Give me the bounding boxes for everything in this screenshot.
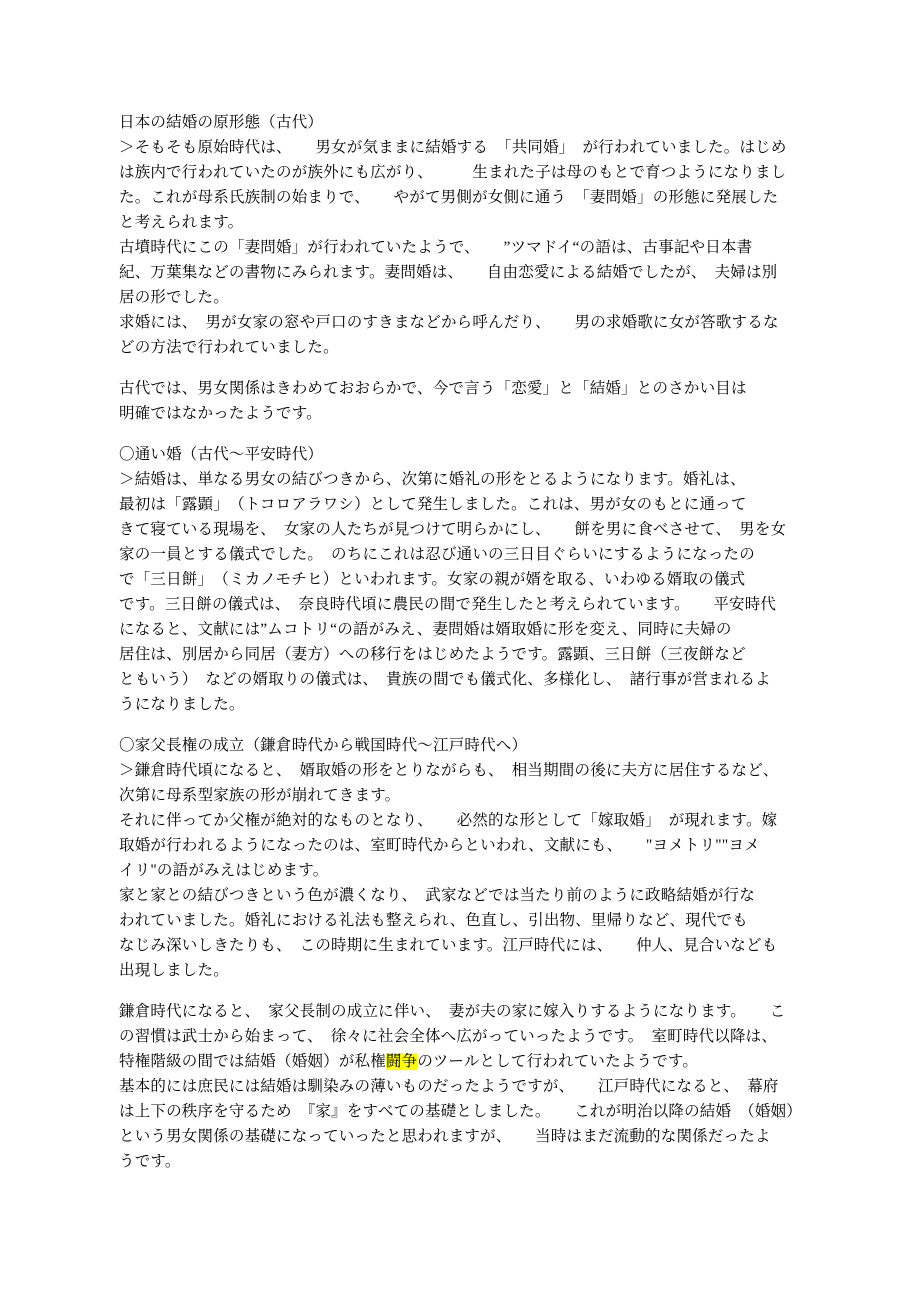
- text-line: [119, 758, 811, 783]
- text-line: [119, 1024, 811, 1049]
- text-segment: 居の形でした。: [119, 289, 229, 306]
- text-line: [119, 310, 811, 335]
- text-line: [119, 110, 811, 135]
- text-line: [119, 1049, 811, 1074]
- text-segment: 家の一員とする儀式でした。 のちにこれは忍び通いの三日目ぐらいにするようになったの: [119, 546, 755, 563]
- text-line: [119, 833, 811, 858]
- text-line: [119, 376, 811, 401]
- text-segment: 基本的には庶民には結婚は馴染みの薄いものだったようですが、 江戸時代になると、 幕府: [119, 1078, 779, 1095]
- paragraph: [119, 442, 811, 717]
- text-line: [119, 808, 811, 833]
- text-segment: は上下の秩序を守るため 『家』をすべての基礎としました。 これが明治以降の結婚 （婚姻）: [119, 1103, 802, 1120]
- text-segment: になると、文献には”ムコトリ“の語がみえ、妻問婚は婿取婚に形を変え、同時に夫婦の: [119, 621, 732, 638]
- text-segment: うになりました。: [119, 696, 245, 713]
- text-line: [119, 235, 811, 260]
- text-segment: 最初は「露顕」 （トコロアラワシ）として発生しました。これは、男が女のもとに通って: [119, 496, 747, 513]
- text-segment: きて寝ている現場を、 女家の人たちが見つけて明らかにし、 餅を男に食べさせて、 男を女: [119, 521, 787, 538]
- text-line: [119, 883, 811, 908]
- paragraph: [119, 999, 811, 1174]
- text-segment: た。これが母系氏族制の始まりで、 やがて男側が女側に通う 「妻問婚」の形態に発展した: [119, 189, 779, 206]
- text-segment: 古代では、男女関係はきわめておおらかで、今で言う「恋愛」と「結婚」とのさかい目は: [119, 380, 747, 397]
- paragraph: [119, 376, 811, 426]
- text-segment: 日本の結婚の原形態（古代）: [119, 114, 324, 131]
- text-segment: 明確ではなかったようです。: [119, 405, 322, 422]
- paragraph: [119, 110, 811, 360]
- text-line: [119, 733, 811, 758]
- text-segment: 特権階級の間では結婚（婚姻）が私権: [119, 1053, 386, 1070]
- highlighted-text: 闘争: [385, 1053, 418, 1070]
- text-line: [119, 999, 811, 1024]
- text-segment: の習慣は武士から始まって、 徐々に社会全体へ広がっていったようです。 室町時代以降は、: [119, 1028, 778, 1045]
- text-segment: 古墳時代にこの「妻問婚」が行われていたようで、 ”ツマドイ“の語は、古事記や日本書: [119, 239, 753, 256]
- text-line: [119, 667, 811, 692]
- text-segment: です。三日餅の儀式は、 奈良時代頃に農民の間で発生したと考えられています。 平安時代: [119, 596, 777, 613]
- document-body: [119, 110, 811, 1190]
- text-line: [119, 642, 811, 667]
- text-segment: うです。: [119, 1153, 181, 1170]
- text-segment: 居住は、別居から同居（妻方）への移行をはじめたようです。露顕、三日餅（三夜餅など: [119, 646, 746, 663]
- text-segment: 〇家父長権の成立（鎌倉時代から戦国時代～江戸時代へ）: [119, 737, 528, 754]
- text-segment: 求婚には、 男が女家の窓や戸口のすきまなどから呼んだり、 男の求婚歌に女が答歌するな: [119, 314, 779, 331]
- text-line: [119, 260, 811, 285]
- text-line: [119, 567, 811, 592]
- text-line: [119, 1124, 811, 1149]
- text-line: [119, 592, 811, 617]
- text-segment: 鎌倉時代になると、 家父長制の成立に伴い、 妻が夫の家に嫁入りするようになります。 こ: [119, 1003, 786, 1020]
- text-line: [119, 858, 811, 883]
- text-segment: と考えられます。: [119, 214, 244, 231]
- text-line: [119, 933, 811, 958]
- text-line: [119, 1074, 811, 1099]
- text-segment: なじみ深いしきたりも、 この時期に生まれています。江戸時代には、 仲人、見合いなども: [119, 937, 778, 954]
- text-line: [119, 542, 811, 567]
- text-line: [119, 783, 811, 808]
- text-segment: という男女関係の基礎になっていったと思われますが、 当時はまだ流動的な関係だったよ: [119, 1128, 771, 1145]
- text-line: [119, 908, 811, 933]
- paragraph: [119, 733, 811, 983]
- text-segment: どの方法で行われていました。: [119, 339, 339, 356]
- text-line: [119, 517, 811, 542]
- text-line: [119, 401, 811, 426]
- text-segment: 取婚が行われるようになったのは、室町時代からといわれ、文献にも、 "ヨメトリ""ヨメ: [119, 837, 760, 854]
- text-line: [119, 442, 811, 467]
- text-segment: ともいう） などの婿取りの儀式は、 貴族の間でも儀式化、多様化し、 諸行事が営まれるよ: [119, 671, 771, 688]
- text-segment: 家と家との結びつきという色が濃くなり、 武家などでは当たり前のように政略結婚が行な: [119, 887, 755, 904]
- text-line: [119, 335, 811, 360]
- text-segment: のツールとして行われていたようです。: [417, 1053, 699, 1070]
- text-segment: 出現しました。: [119, 962, 229, 979]
- text-line: [119, 1149, 811, 1174]
- text-segment: 次第に母系型家族の形が崩れてきます。: [119, 787, 401, 804]
- text-segment: われていました。婚礼における礼法も整えられ、色直し、引出物、里帰りなど、現代でも: [119, 912, 748, 929]
- text-segment: ＞結婚は、単なる男女の結びつきから、次第に婚礼の形をとるようになります。婚礼は、: [119, 471, 746, 488]
- text-line: [119, 185, 811, 210]
- text-segment: ＞鎌倉時代頃になると、 婿取婚の形をとりながらも、 相当期間の後に夫方に居住するなど、: [119, 762, 779, 779]
- text-line: [119, 617, 811, 642]
- text-line: [119, 1099, 811, 1124]
- text-segment: イリ"の語がみえはじめます。: [119, 862, 329, 879]
- text-segment: は族内で行われていたのが族外にも広がり、 生まれた子は母のもとで育つようになりまし: [119, 164, 787, 181]
- text-segment: で「三日餅」 （ミカノモチヒ）といわれます。女家の親が婿を取る、いわゆる婿取の儀式: [119, 571, 746, 588]
- text-segment: ＞そもそも原始時代は、 男女が気ままに結婚する 「共同婚」 が行われていました。はじめ: [119, 139, 787, 156]
- text-line: [119, 285, 811, 310]
- text-segment: 〇通い婚（古代～平安時代）: [119, 446, 324, 463]
- text-line: [119, 958, 811, 983]
- text-line: [119, 492, 811, 517]
- text-segment: 紀、万葉集などの書物にみられます。妻問婚は、 自由恋愛による結婚でしたが、 夫婦は別: [119, 264, 778, 281]
- text-line: [119, 692, 811, 717]
- text-segment: それに伴ってか父権が絶対的なものとなり、 必然的な形として「嫁取婚」 が現れます。嫁: [119, 812, 778, 829]
- text-line: [119, 135, 811, 160]
- text-line: [119, 210, 811, 235]
- text-line: [119, 467, 811, 492]
- text-line: [119, 160, 811, 185]
